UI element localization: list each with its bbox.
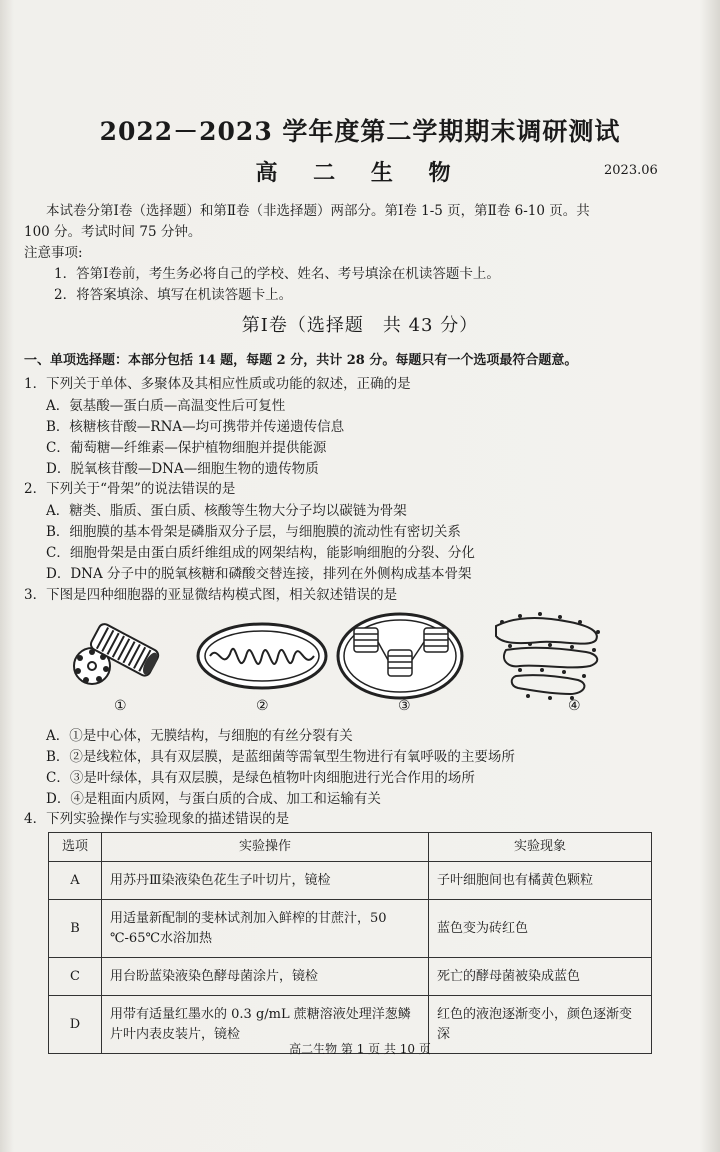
q1-option-c: C．葡萄糖—纤维素—保护植物细胞并提供能源	[46, 440, 327, 456]
exam-title: 2022－2023 学年度第二学期期末调研测试	[99, 117, 621, 146]
table-row	[49, 958, 652, 996]
q1-stem: 1．下列关于单体、多聚体及其相应性质或功能的叙述，正确的是	[24, 376, 411, 392]
section-title: 第Ⅰ卷（选择题 共 43 分）	[241, 315, 479, 336]
table-cell-operation: 用适量新配制的斐林试剂加入鲜榨的甘蔗汁，50 ℃-65℃水浴加热	[102, 900, 429, 958]
table-cell-operation: 用苏丹Ⅲ染液染色花生子叶切片，镜检	[102, 862, 429, 900]
intro-line-2: 100 分。考试时间 75 分钟。	[24, 224, 202, 240]
note-2: 2．将答案填涂、填写在机读答题卡上。	[54, 287, 293, 303]
intro-line-1: 本试卷分第Ⅰ卷（选择题）和第Ⅱ卷（非选择题）两部分。第Ⅰ卷 1-5 页，第Ⅱ卷 6-10 页。共	[46, 203, 590, 219]
q2-option-d: D．DNA 分子中的脱氧核糖和磷酸交替连接，排列在外侧构成基本骨架	[46, 566, 472, 582]
figure-label-3: ③	[398, 698, 411, 714]
table-cell-option: B	[49, 900, 102, 958]
part1-heading: 一、单项选择题：本部分包括 14 题，每题 2 分，共计 28 分。每题只有一个选项最符合题意。	[24, 353, 578, 368]
page-footer: 高二生物 第 1 页 共 10 页	[289, 1042, 431, 1056]
table-cell-phenomenon: 死亡的酵母菌被染成蓝色	[429, 958, 652, 996]
q2-option-a: A．糖类、脂质、蛋白质、核酸等生物大分子均以碳链为骨架	[46, 503, 407, 519]
exam-date: 2023.06	[604, 163, 658, 178]
table-cell-phenomenon: 子叶细胞间也有橘黄色颗粒	[429, 862, 652, 900]
q3-option-b: B．②是线粒体，具有双层膜，是蓝细菌等需氧型生物进行有氧呼吸的主要场所	[46, 749, 515, 765]
table-row	[49, 862, 652, 900]
table-cell-operation: 用带有适量红墨水的 0.3 g/mL 蔗糖溶液处理洋葱鳞片叶内表皮装片，镜检	[102, 996, 429, 1054]
table-cell-phenomenon: 红色的液泡逐渐变小，颜色逐渐变深	[429, 996, 652, 1054]
q4-table	[48, 832, 652, 1054]
centriole-drawing	[74, 622, 161, 684]
organelle-figure	[50, 604, 610, 716]
table-cell-option: D	[49, 996, 102, 1054]
q3-option-c: C．③是叶绿体，具有双层膜，是绿色植物叶肉细胞进行光合作用的场所	[46, 770, 475, 786]
q2-option-b: B．细胞膜的基本骨架是磷脂双分子层，与细胞膜的流动性有密切关系	[46, 524, 461, 540]
q3-option-a: A．①是中心体，无膜结构，与细胞的有丝分裂有关	[46, 728, 353, 744]
q3-stem: 3．下图是四种细胞器的亚显微结构模式图，相关叙述错误的是	[24, 587, 398, 603]
exam-subject: 高 二 生 物	[255, 160, 465, 186]
q4-stem: 4．下列实验操作与实验现象的描述错误的是	[24, 811, 290, 827]
table-cell-option: A	[49, 862, 102, 900]
table-cell-option: C	[49, 958, 102, 996]
table-header-option: 选项	[49, 833, 102, 862]
table-cell-operation: 用台盼蓝染液染色酵母菌涂片，镜检	[102, 958, 429, 996]
rough-er-drawing	[496, 612, 600, 700]
figure-label-1: ①	[114, 698, 127, 714]
table-header-operation: 实验操作	[102, 833, 429, 862]
note-1: 1．答第Ⅰ卷前，考生务必将自己的学校、姓名、考号填涂在机读答题卡上。	[54, 266, 500, 282]
q1-option-d: D．脱氧核苷酸—DNA—细胞生物的遗传物质	[46, 461, 319, 477]
q1-option-b: B．核糖核苷酸—RNA—均可携带并传递遗传信息	[46, 419, 345, 435]
table-header-phenomenon: 实验现象	[429, 833, 652, 862]
q3-option-d: D．④是粗面内质网，与蛋白质的合成、加工和运输有关	[46, 791, 381, 807]
table-header-row	[49, 833, 652, 862]
chloroplast-drawing	[338, 614, 462, 698]
mitochondrion-drawing	[198, 624, 326, 688]
figure-label-2: ②	[256, 698, 269, 714]
table-cell-phenomenon: 蓝色变为砖红色	[429, 900, 652, 958]
table-row	[49, 900, 652, 958]
q1-option-a: A．氨基酸—蛋白质—高温变性后可复性	[46, 398, 286, 414]
q2-option-c: C．细胞骨架是由蛋白质纤维组成的网架结构，能影响细胞的分裂、分化	[46, 545, 475, 561]
figure-label-4: ④	[568, 698, 581, 714]
q2-stem: 2．下列关于“骨架”的说法错误的是	[24, 481, 236, 497]
notes-heading: 注意事项:	[24, 245, 83, 261]
